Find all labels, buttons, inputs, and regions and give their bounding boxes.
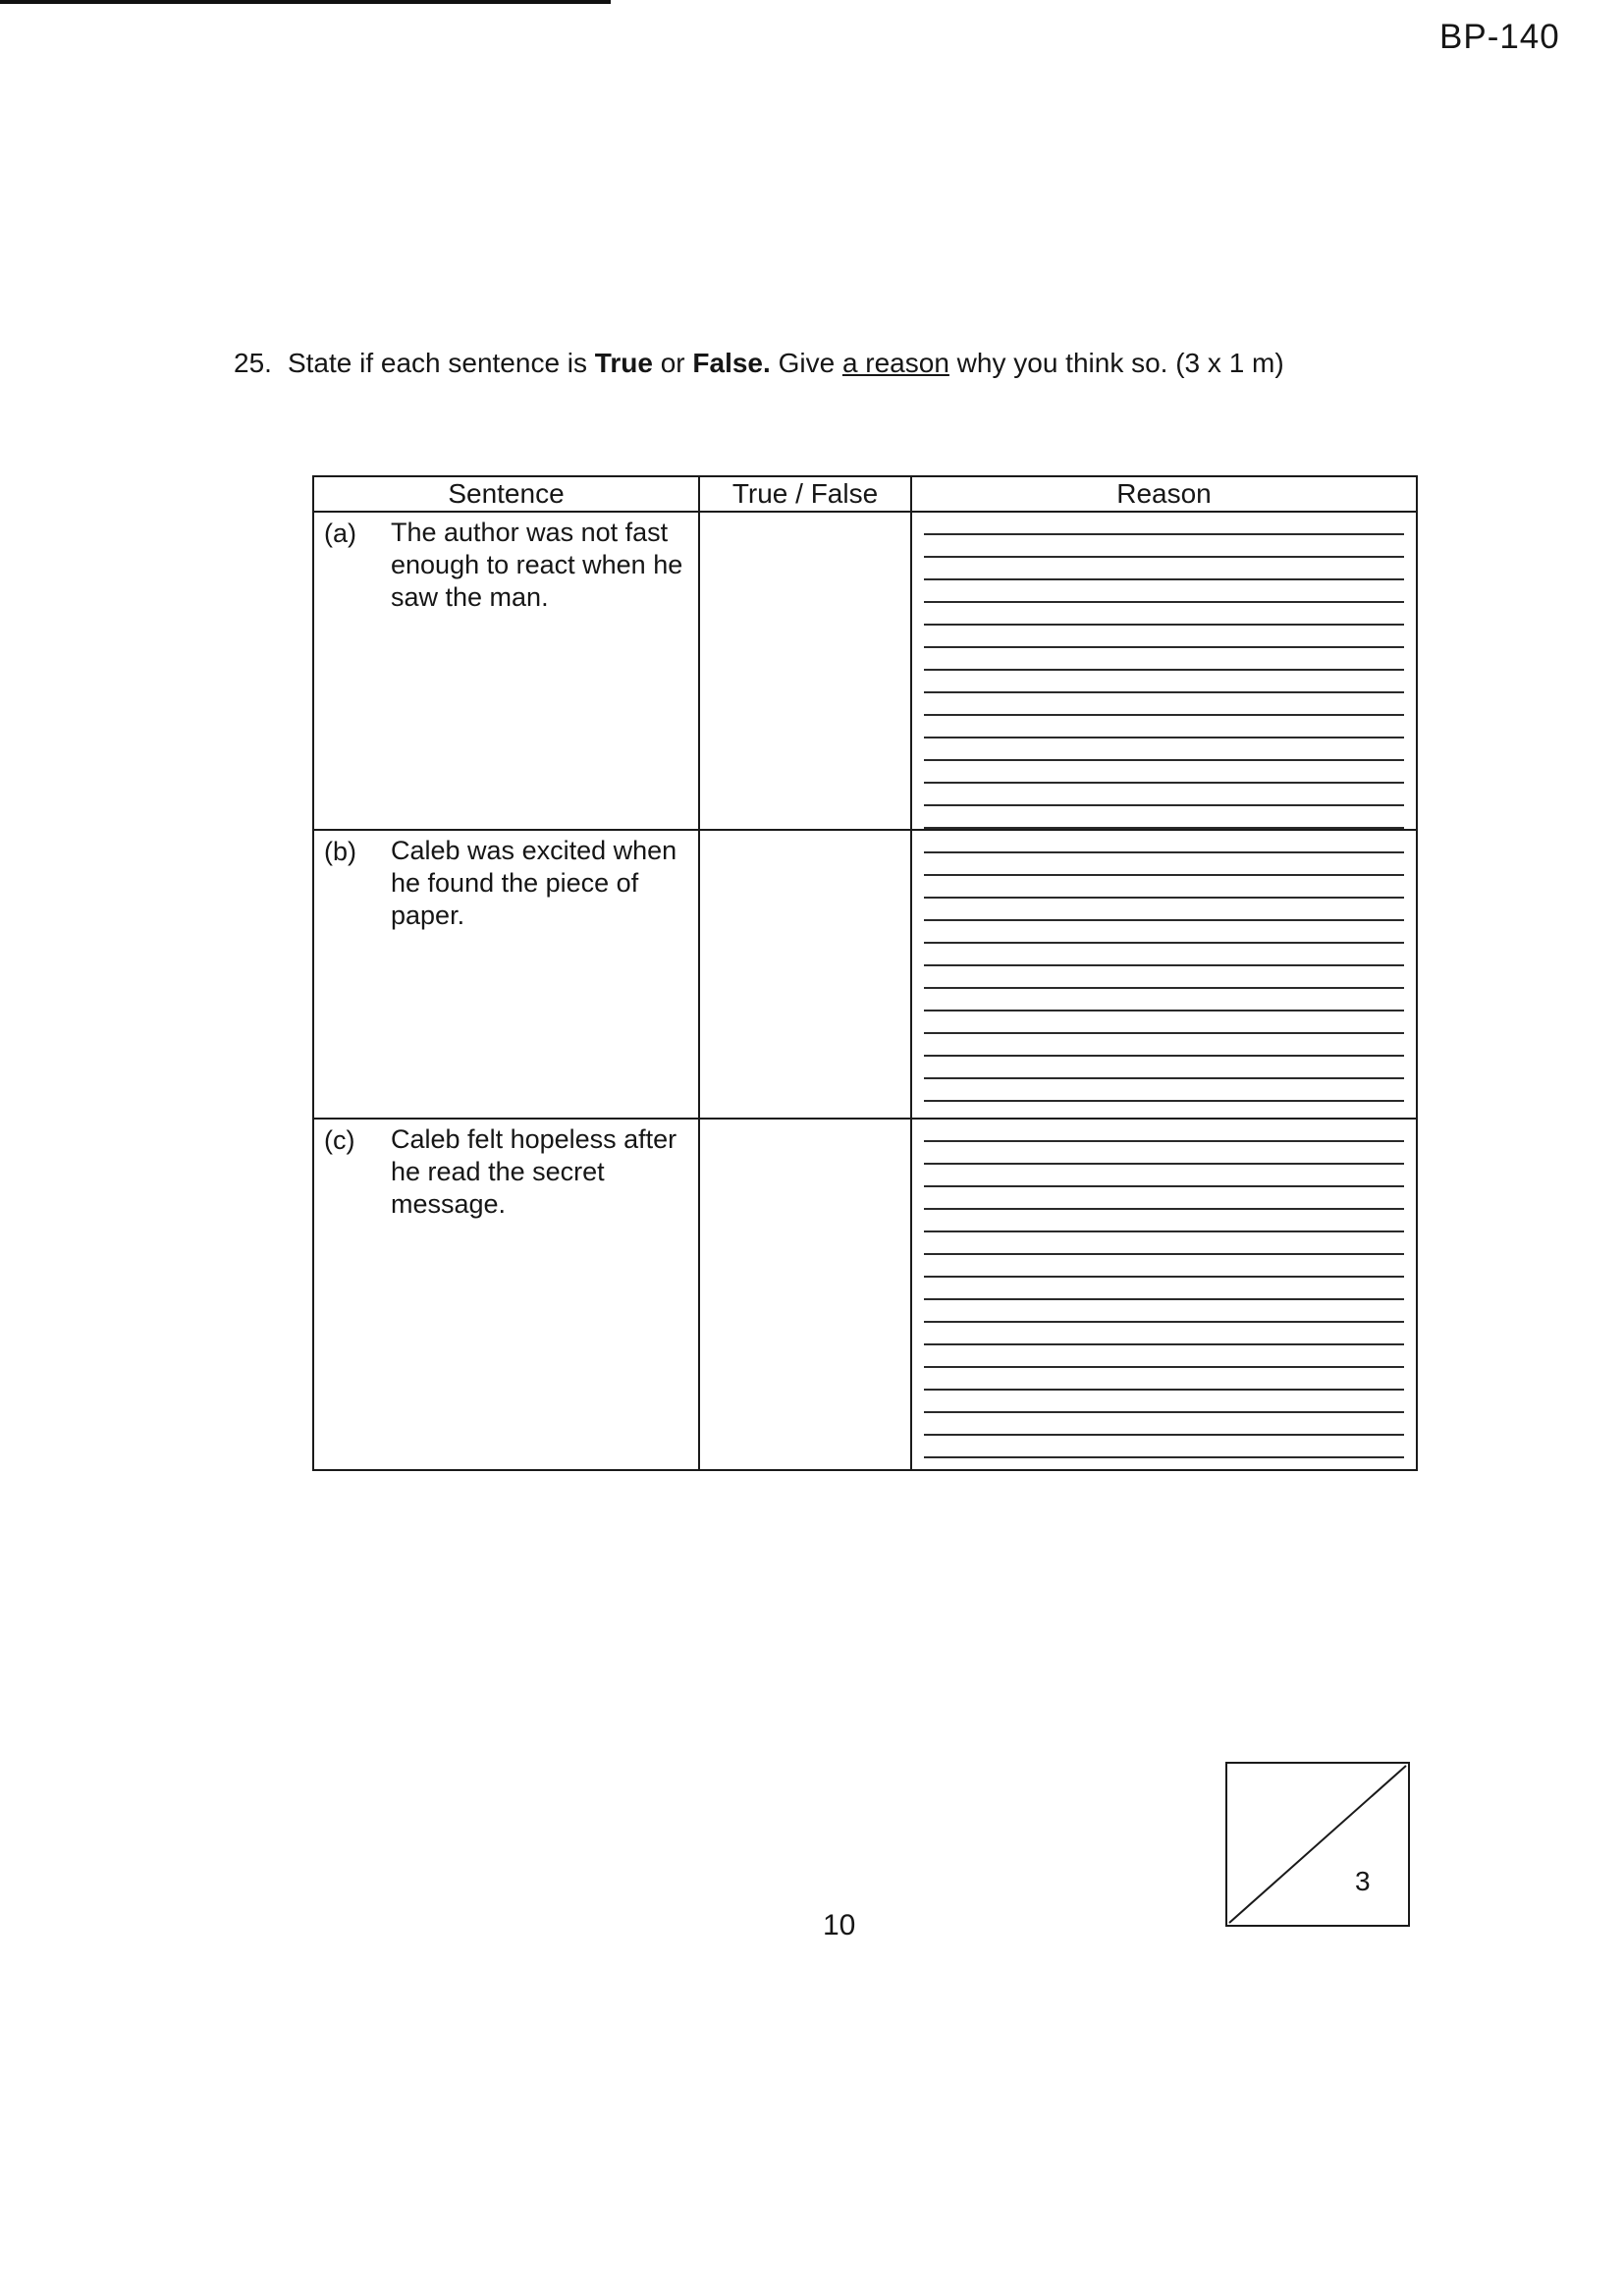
page-number: 10 <box>823 1909 856 1941</box>
item-label-c: (c) <box>324 1125 355 1155</box>
question-number: 25. <box>234 348 272 378</box>
top-rule <box>0 0 611 4</box>
writing-lines <box>924 513 1404 829</box>
writing-lines <box>924 1120 1404 1469</box>
true-false-answer-b[interactable] <box>699 830 911 1119</box>
header-true-false: True / False <box>699 476 911 512</box>
question-text-part-1: State if each sentence is <box>287 348 595 378</box>
header-reason: Reason <box>911 476 1417 512</box>
item-sentence-a: The author was not fast enough to react when he saw the man. <box>391 518 683 612</box>
question-text-part-4: why you think so. (3 x 1 m) <box>948 348 1284 378</box>
true-word: True <box>594 348 653 378</box>
item-sentence-b: Caleb was excited when he found the piece of paper. <box>391 836 677 930</box>
item-label-a: (a) <box>324 519 356 548</box>
total-marks: 3 <box>1355 1866 1371 1896</box>
false-word: False. <box>692 348 771 378</box>
page-code: BP-140 <box>1439 18 1560 56</box>
reason-answer-c[interactable] <box>911 1119 1417 1470</box>
item-label-b: (b) <box>324 837 356 866</box>
question-text-part-3: Give <box>770 348 842 378</box>
table-row <box>313 1119 1417 1470</box>
mark-box-diagonal <box>1227 1764 1408 1925</box>
true-false-answer-a[interactable] <box>699 512 911 830</box>
true-false-answer-c[interactable] <box>699 1119 911 1470</box>
table-row <box>313 830 1417 1119</box>
sentence-cell-b <box>313 830 699 1119</box>
table-header-row <box>313 476 1417 512</box>
item-sentence-c: Caleb felt hopeless after he read the secret message. <box>391 1124 677 1219</box>
table-row <box>313 512 1417 830</box>
reason-answer-b[interactable] <box>911 830 1417 1119</box>
sentence-cell-c <box>313 1119 699 1470</box>
question-prompt <box>234 348 1284 379</box>
writing-lines <box>924 831 1404 1118</box>
sentence-cell-a <box>313 512 699 830</box>
mark-box <box>1225 1762 1410 1927</box>
true-false-table <box>312 475 1418 1471</box>
header-sentence: Sentence <box>313 476 699 512</box>
underlined-reason: a reason <box>841 348 949 378</box>
reason-answer-a[interactable] <box>911 512 1417 830</box>
question-text-part-2: or <box>652 348 693 378</box>
